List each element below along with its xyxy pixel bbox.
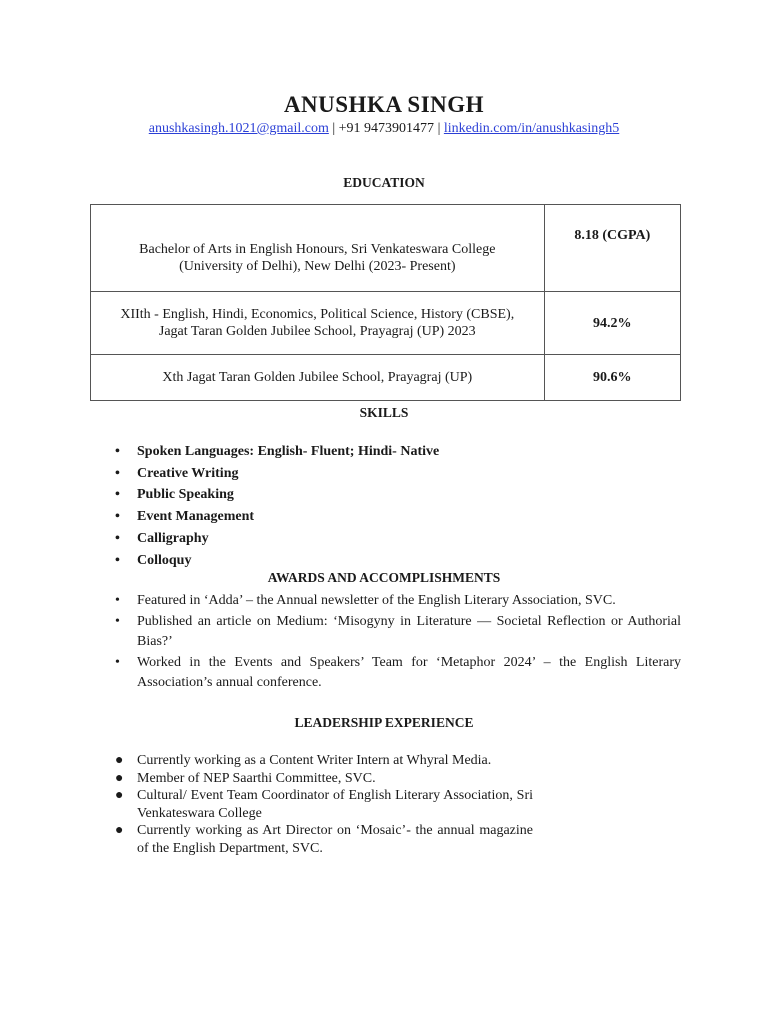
- table-row: [91, 355, 681, 401]
- list-item: [113, 463, 439, 485]
- skill-text: Creative Writing: [137, 465, 239, 481]
- skill-text: Event Management: [137, 509, 255, 525]
- list-item: [113, 770, 533, 788]
- list-item: [113, 591, 681, 612]
- award-text: Published an article on Medium: ‘Misogyny in Literature — Societal Reflection or Authorial Bias?’: [137, 613, 681, 649]
- bullet-icon: •: [115, 465, 120, 481]
- list-item: [113, 653, 681, 694]
- education-description: [91, 355, 545, 401]
- list-item: [113, 506, 439, 528]
- list-item: [113, 441, 439, 463]
- bullet-icon: •: [115, 613, 120, 629]
- education-line: Xth Jagat Taran Golden Jubilee School, Prayagraj (UP): [162, 370, 473, 385]
- education-table: [90, 204, 681, 401]
- skill-text: Colloquy: [137, 552, 192, 568]
- list-item: [113, 752, 533, 770]
- bullet-icon: •: [115, 509, 120, 525]
- bullet-icon: ●: [115, 770, 124, 786]
- education-heading: EDUCATION: [343, 175, 425, 190]
- linkedin-link[interactable]: linkedin.com/in/anushkasingh5: [443, 121, 620, 136]
- leadership-text: Currently working as Art Director on ‘Mosaic’- the annual magazine of the English Department, SVC.: [137, 823, 533, 856]
- leadership-text: Cultural/ Event Team Coordinator of English Literary Association, Sri Venkateswara College: [137, 788, 533, 821]
- list-item: [113, 528, 439, 550]
- education-line: Bachelor of Arts in English Honours, Sri Venkateswara College: [139, 242, 496, 257]
- bullet-icon: ●: [115, 823, 124, 839]
- phone-number: +91 9473901477: [338, 121, 435, 136]
- education-description: [91, 205, 545, 292]
- skill-text: Spoken Languages: English- Fluent; Hindi- Native: [137, 444, 440, 459]
- leadership-list: [113, 752, 533, 858]
- skills-heading: SKILLS: [359, 405, 409, 420]
- table-row: [91, 205, 681, 292]
- award-text: Featured in ‘Adda’ – the Annual newsletter of the English Literary Association, SVC.: [137, 593, 616, 608]
- leadership-heading: LEADERSHIP EXPERIENCE: [294, 715, 474, 730]
- awards-heading: AWARDS AND ACCOMPLISHMENTS: [267, 570, 501, 585]
- separator: |: [434, 121, 444, 136]
- bullet-icon: •: [115, 487, 120, 503]
- list-item: [113, 550, 439, 572]
- list-item: [113, 484, 439, 506]
- education-score: 8.18 (CGPA): [544, 205, 680, 292]
- skills-list: [113, 441, 439, 571]
- award-text: Worked in the Events and Speakers’ Team for ‘Metaphor 2024’ – the English Literary Association’s annual conference.: [137, 654, 681, 690]
- bullet-icon: •: [115, 552, 120, 568]
- bullet-icon: •: [115, 530, 120, 546]
- list-item: [113, 822, 533, 857]
- separator: |: [328, 121, 339, 136]
- education-line: XIIth - English, Hindi, Economics, Political Science, History (CBSE),: [120, 307, 515, 322]
- bullet-icon: •: [115, 654, 120, 670]
- leadership-text: Member of NEP Saarthi Committee, SVC.: [137, 770, 376, 786]
- leadership-text: Currently working as a Content Writer Intern at Whyral Media.: [137, 753, 492, 768]
- awards-list: [113, 591, 681, 694]
- skill-text: Calligraphy: [137, 530, 209, 546]
- email-link[interactable]: anushkasingh.1021@gmail.com: [148, 121, 329, 136]
- education-score: 90.6%: [544, 355, 680, 401]
- contact-line: [0, 121, 768, 137]
- skill-text: Public Speaking: [137, 487, 234, 503]
- bullet-icon: ●: [115, 753, 124, 768]
- bullet-icon: •: [115, 444, 120, 459]
- bullet-icon: •: [115, 593, 120, 608]
- table-row: [91, 292, 681, 355]
- education-score: 94.2%: [544, 292, 680, 355]
- candidate-name: ANUSHKA SINGH: [283, 92, 485, 117]
- bullet-icon: ●: [115, 788, 124, 804]
- education-line: (University of Delhi), New Delhi (2023- Present): [179, 259, 456, 274]
- education-line: Jagat Taran Golden Jubilee School, Prayagraj (UP) 2023: [158, 324, 476, 339]
- list-item: [113, 612, 681, 653]
- education-description: [91, 292, 545, 355]
- list-item: [113, 787, 533, 822]
